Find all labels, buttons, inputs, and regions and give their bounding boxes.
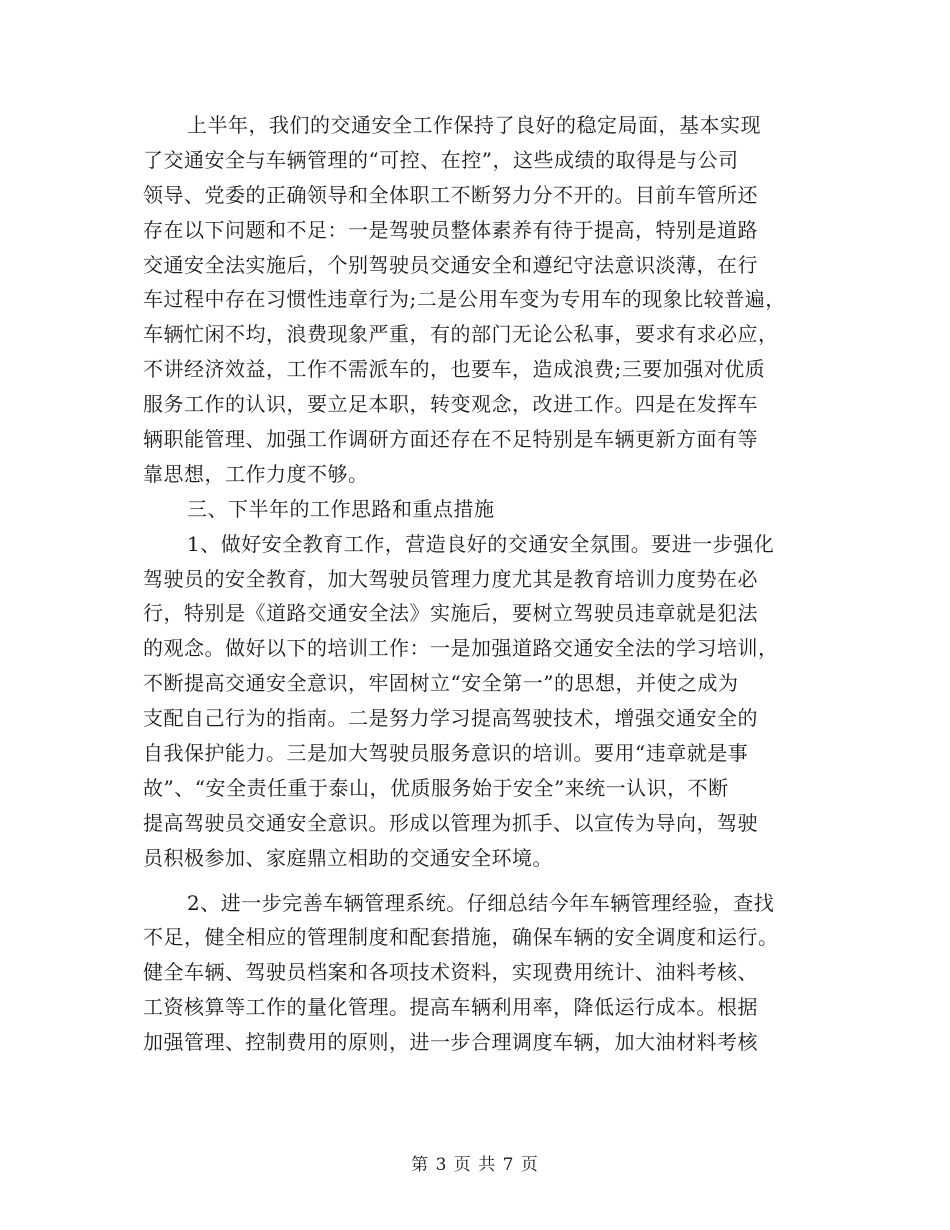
text-line: 1、做好安全教育工作，营造良好的交通安全氛围。要进一步强化 [187,531,775,556]
text-line: 支配自己行为的指南。二是努力学习提高驾驶技术，增强交通安全的 [143,706,758,731]
text-line: 的观念。做好以下的培训工作：一是加强道路交通安全法的学习培训， [143,636,779,661]
text-line: 存在以下问题和不足：一是驾驶员整体素养有待于提高，特别是道路 [143,217,758,242]
text-line: 自我保护能力。三是加大驾驶员服务意识的培训。要用“违章就是事 [143,741,749,766]
text-line: 服务工作的认识，要立足本职，转变观念，改进工作。四是在发挥车 [143,392,758,417]
text-line: 了交通安全与车辆管理的“可控、在控”，这些成绩的取得是与公司 [143,147,739,172]
text-line: 健全车辆、驾驶员档案和各项技术资料，实现费用统计、油料考核、 [143,960,758,985]
text-line: 领导、党委的正确领导和全体职工不断努力分不开的。目前车管所还 [143,182,758,207]
text-line: 加强管理、控制费用的原则，进一步合理调度车辆，加大油材料考核 [143,1030,758,1055]
paragraph-1 [143,108,811,492]
text-line: 不足，健全相应的管理制度和配套措施，确保车辆的安全调度和运行。 [143,925,779,950]
text-line: 工资核算等工作的量化管理。提高车辆利用率，降低运行成本。根据 [143,995,758,1020]
paragraph-item-1 [143,527,811,876]
text-line: 车辆忙闲不均，浪费现象严重，有的部门无论公私事，要求有求必应， [143,322,779,347]
document-body [143,108,811,1060]
paragraph-item-2 [143,886,811,1060]
text-line: 驾驶员的安全教育，加大驾驶员管理力度尤其是教育培训力度势在必 [143,566,758,591]
text-line: 靠思想，工作力度不够。 [143,461,369,486]
text-line: 交通安全法实施后，个别驾驶员交通安全和遵纪守法意识淡薄，在行 [143,252,758,277]
text-line: 员积极参加、家庭鼎立相助的交通安全环境。 [143,845,553,870]
text-line: 行，特别是《道路交通安全法》实施后，要树立驾驶员违章就是犯法 [143,601,758,626]
text-line: 上半年，我们的交通安全工作保持了良好的稳定局面，基本实现 [187,113,761,137]
section-heading [143,492,811,527]
text-line: 提高驾驶员交通安全意识。形成以管理为抓手、以宣传为导向，驾驶 [143,810,758,835]
text-line: 不讲经济效益，工作不需派车的，也要车，造成浪费;三要加强对优质 [143,357,766,382]
text-line: 不断提高交通安全意识，牢固树立“安全第一”的思想，并使之成为 [143,671,739,696]
page-number: 第 3 页 共 7 页 [411,1155,539,1175]
text-line: 2、进一步完善车辆管理系统。仔细总结今年车辆管理经验，查找 [187,890,775,915]
text-line: 车过程中存在习惯性违章行为;二是公用车变为专用车的现象比较普遍， [143,287,786,312]
text-line: 故”、“安全责任重于泰山，优质服务始于安全”来统一认识，不断 [143,775,729,800]
section-heading-text: 三、下半年的工作思路和重点措施 [187,496,495,521]
text-line: 辆职能管理、加强工作调研方面还存在不足特别是车辆更新方面有等 [143,427,758,452]
